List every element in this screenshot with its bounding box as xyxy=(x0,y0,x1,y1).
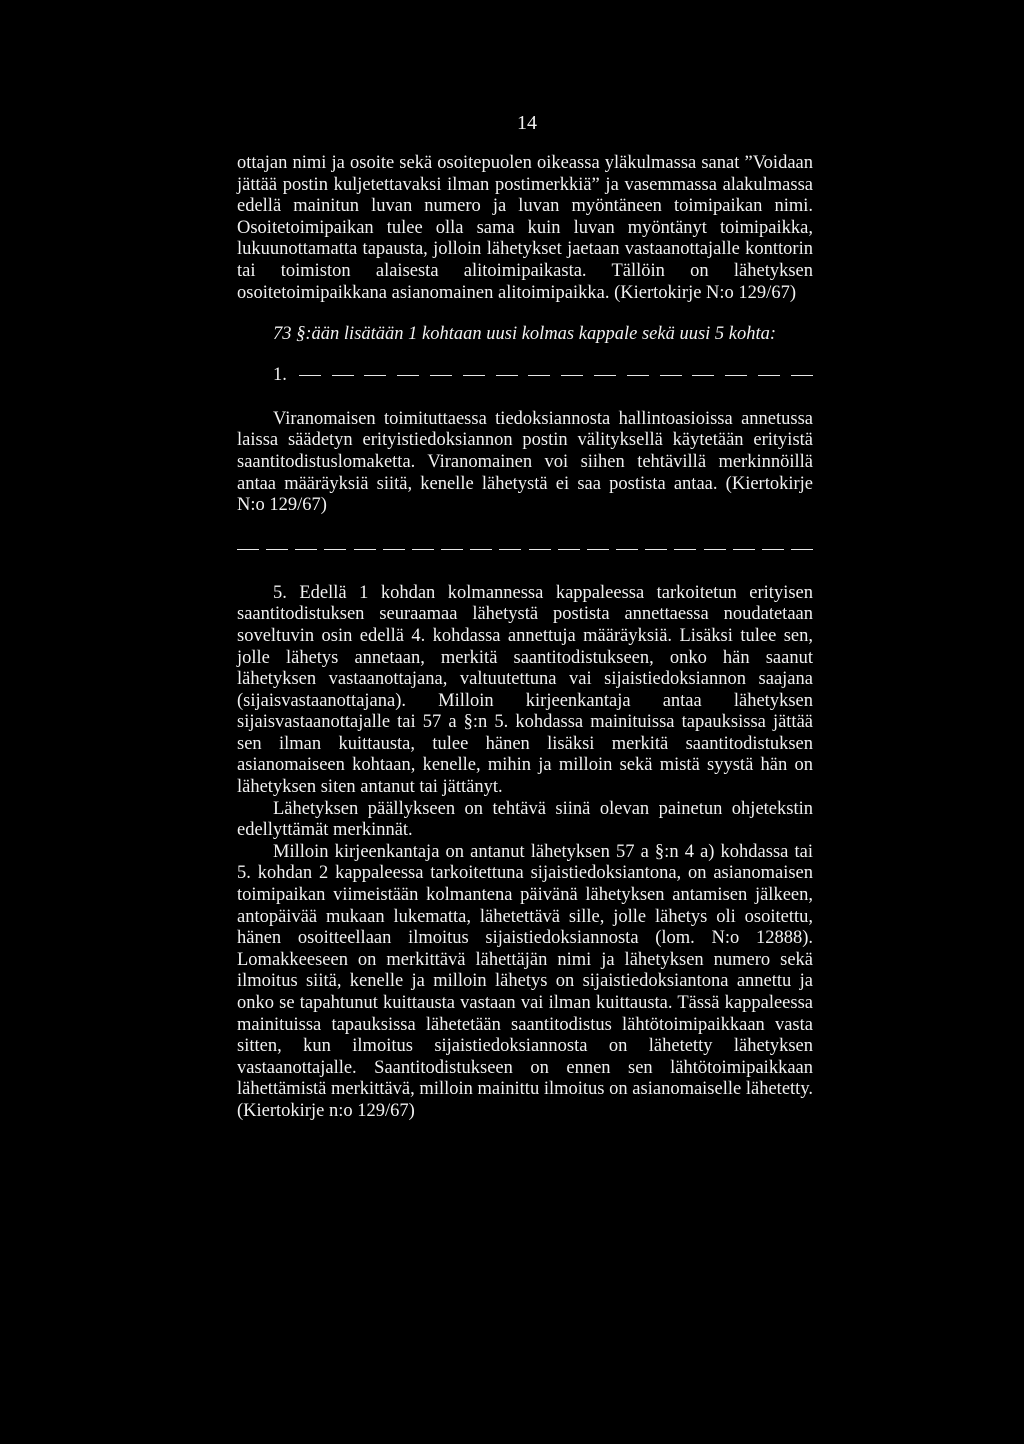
omission-dashes xyxy=(237,539,813,561)
text-column xyxy=(237,153,813,1123)
paragraph-continuation: ottajan nimi ja osoite sekä osoitepuolen oikeassa yläkulmassa sanat ”Voidaan jättää postin kuljetettavaksi ilman postimerkkiä” ja vasemmassa alakulmassa edellä mainitun luvan numero ja luvan myöntäneen toimipaikan nimi. Osoitetoimipaikan tulee olla sama kuin luvan myöntänyt toimipaikka, lukuunottamatta tapausta, jolloin lähetykset jaetaan vastaanottajalle konttorin tai toimiston alaisesta alitoimipaikasta. Tällöin on lähetyksen osoitetoimipaikkana asianomainen alitoimipaikka. (Kiertokirje N:o 129/67) xyxy=(237,153,813,303)
paragraph-paallys: Lähetyksen päällykseen on tehtävä siinä olevan painetun ohjetekstin edellyttämät merkinnät. xyxy=(237,798,813,841)
page-number: 14 xyxy=(517,112,537,134)
omission-dashes xyxy=(299,365,813,387)
paragraph-item-5: 5. Edellä 1 kohdan kolmannessa kappaleessa tarkoitetun erityisen saantitodistuksen seuraamaa lähetystä postista annettaessa noudatetaan soveltuvin osin edellä 4. kohdassa annettuja määräyksiä. Lisäksi tulee sen, jolle lähetys annetaan, merkitä saantitodistukseen, onko hän saanut lähetyksen vastaanottajana, valtuutettuna vai sijaistiedoksiannon saajana (sijaisvastaanottajana). Milloin kirjeenkantaja antaa lähetyksen sijaisvastaanottajalle tai 57 a §:n 5. kohdassa mainituissa tapauksissa jättää sen ilman kuittausta, tulee hänen lisäksi merkitä saantitodistuksen asianomaiseen kohtaan, kenelle, mihin ja milloin sekä mistä syystä hän on lähetyksen siten antanut tai jättänyt. xyxy=(237,582,813,798)
item-number: 1. xyxy=(273,364,287,385)
paragraph-sijaistiedoksianto: Milloin kirjeenkantaja on antanut lähetyksen 57 a §:n 4 a) kohdassa tai 5. kohdan 2 kappaleessa tarkoitettuna sijaistiedoksiantona, on asianomaisen toimipaikan viimeistään kolmantena päivänä lähetyksen antamisen jälkeen, antopäivää mukaan lukematta, lähetettävä sille, jolle lähetys oli osoitettu, hänen osoitteellaan ilmoitus sijaistiedoksiannosta (lom. N:o 12888). Lomakkeeseen on merkittävä lähettäjän nimi ja lähetyksen numero sekä ilmoitus siitä, kenelle ja milloin lähetys on sijaistiedoksiantona annettu ja onko se tapahtunut kuittausta vastaan vai ilman kuittausta. Tässä kappaleessa mainituissa tapauksissa lähetetään saantitodistus lähtötoimipaikkaan vasta sitten, kun ilmoitus sijaistiedoksiannosta on lähetetty lähetyksen vastaanottajalle. Saantitodistukseen on ennen sen lähtötoimipaikkaan lähettämistä merkittävä, milloin mainittu ilmoitus on asianomaiselle lähetetty. (Kiertokirje n:o 129/67) xyxy=(237,841,813,1121)
amendment-heading: 73 §:ään lisätään 1 kohtaan uusi kolmas kappale sekä uusi 5 kohta: xyxy=(273,324,777,345)
paragraph-viranomainen: Viranomaisen toimituttaessa tiedoksiannosta hallintoasioissa annetussa laissa säädetyn erityistiedoksiannon postin välityksellä käytetään erityistä saantitodistuslomaketta. Viranomainen voi siihen tehtävillä merkinnöillä antaa määräyksiä siitä, kenelle lähetystä ei saa postista antaa. (Kiertokirje N:o 129/67) xyxy=(237,408,813,516)
omission-row-1 xyxy=(237,365,813,387)
